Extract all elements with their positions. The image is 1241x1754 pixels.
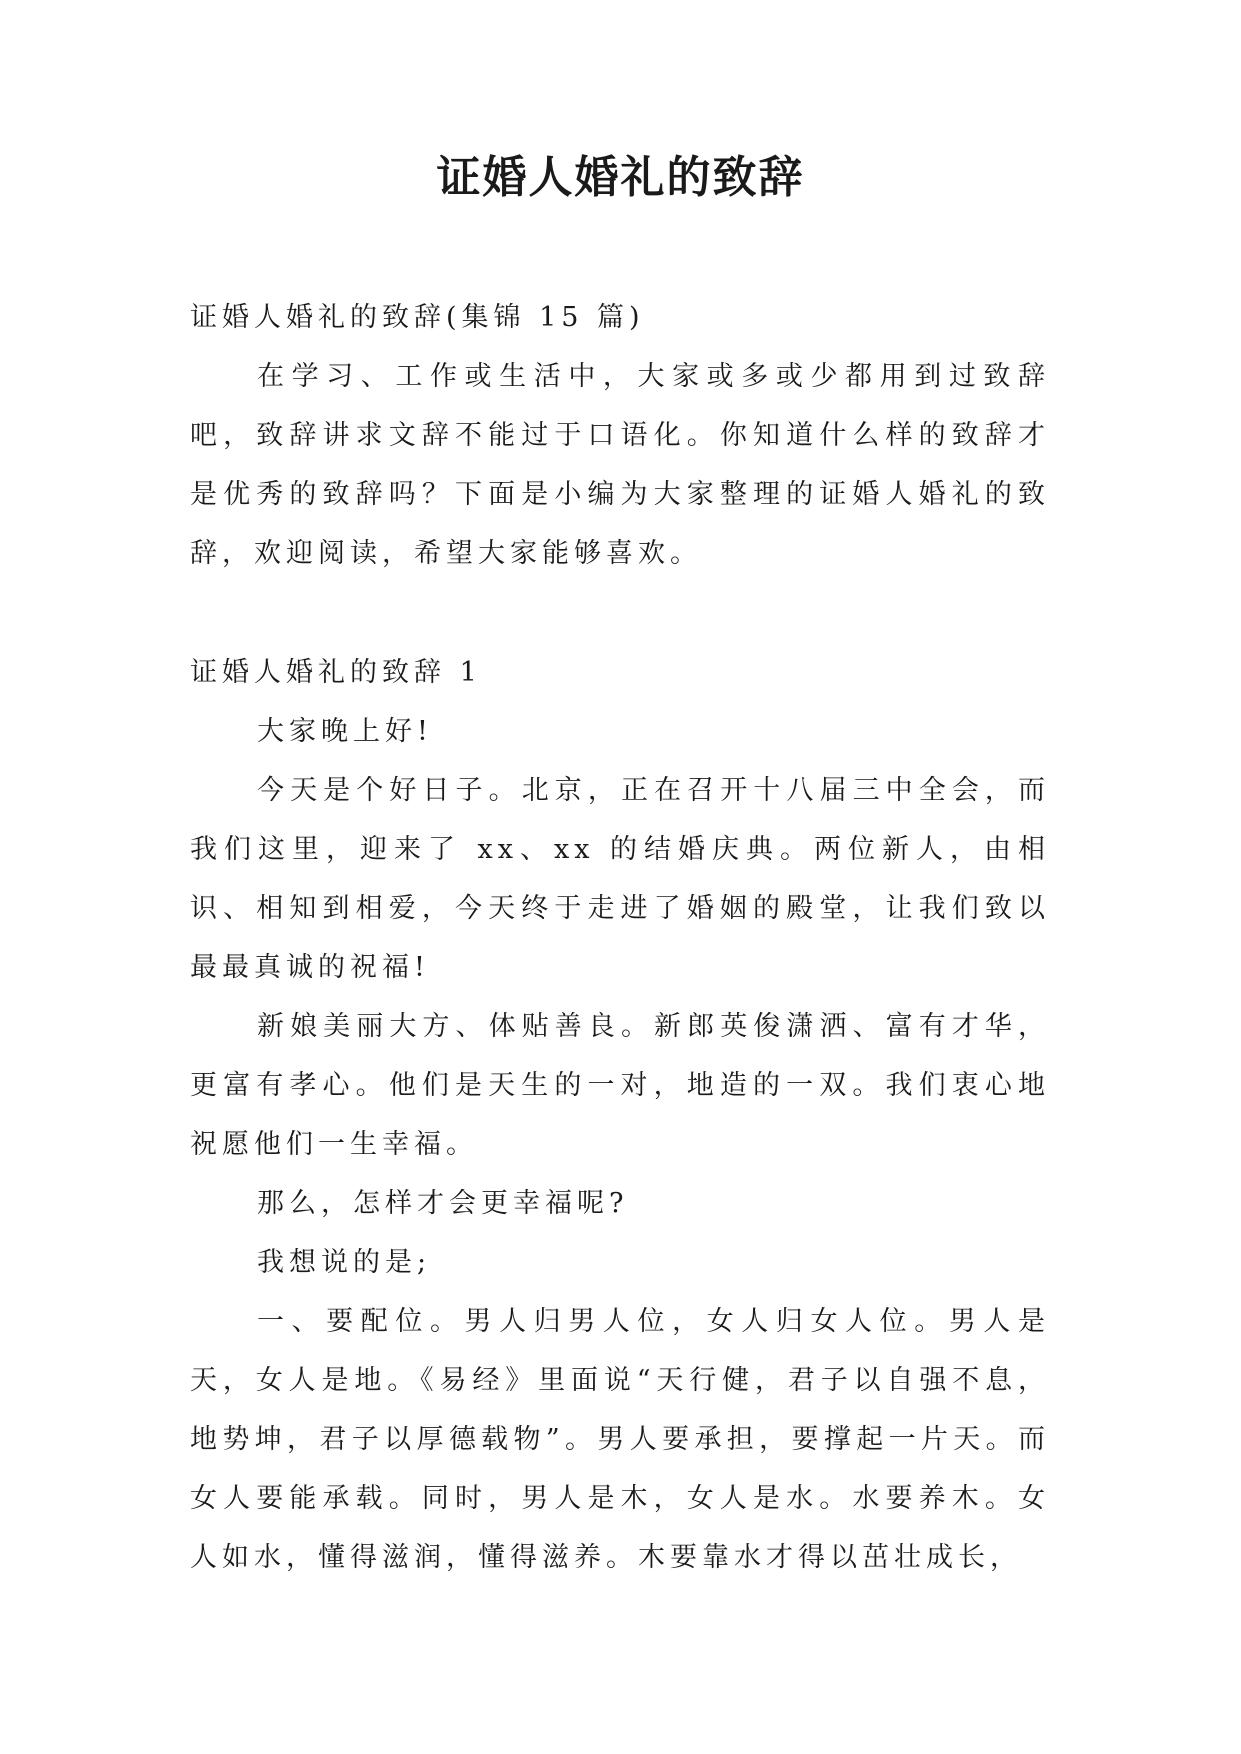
body-paragraph: 大家晚上好! <box>257 716 433 747</box>
body-paragraph: 一、要配位。男人归男人位，女人归女人位。男人是天，女人是地。《易经》里面说“天行健，君子以自强不息，地势坤，君子以厚德载物”。男人要承担，要撑起一片天。而女人要能承载。同时，男人是木，女人是水。水要养木。女人如水，懂得滋润，懂得滋养。木要靠水才得以茁壮成长， <box>190 1306 1050 1573</box>
body-paragraph: 今天是个好日子。北京，正在召开十八届三中全会，而我们这里，迎来了 xx、xx 的结婚庆典。两位新人，由相识、相知到相爱，今天终于走进了婚姻的殿堂，让我们致以最最真诚的祝福! <box>190 775 1050 983</box>
document-subtitle: 证婚人婚礼的致辞(集锦 15 篇) <box>190 302 645 333</box>
body-paragraph: 那么，怎样才会更幸福呢? <box>257 1188 629 1219</box>
section-heading: 证婚人婚礼的致辞 1 <box>190 657 482 688</box>
body-paragraph: 新娘美丽大方、体贴善良。新郎英俊潇洒、富有才华，更富有孝心。他们是天生的一对，地造的一双。我们衷心地祝愿他们一生幸福。 <box>190 1011 1050 1160</box>
document-body <box>190 288 1050 1587</box>
document-title: 证婚人婚礼的致辞 <box>436 152 805 203</box>
body-paragraph: 我想说的是; <box>257 1247 432 1278</box>
intro-paragraph: 在学习、工作或生活中，大家或多或少都用到过致辞吧，致辞讲求文辞不能过于口语化。你知道什么样的致辞才是优秀的致辞吗？下面是小编为大家整理的证婚人婚礼的致辞，欢迎阅读，希望大家能够喜欢。 <box>190 361 1050 569</box>
